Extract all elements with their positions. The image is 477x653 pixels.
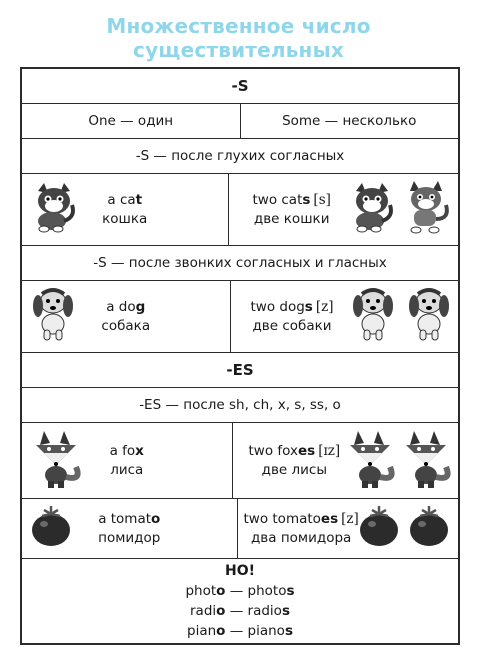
fox-singular: a fox — [109, 442, 144, 459]
cat-plural-ru: две кошки — [253, 210, 330, 227]
dog-singular: a dog — [106, 298, 146, 315]
cat-singular-cell — [22, 174, 228, 245]
tomato-icon — [358, 504, 400, 554]
cat-icon — [400, 179, 452, 241]
s-header-row — [22, 69, 458, 104]
rule-voiced: -S — после звонких согласных и гласных — [93, 254, 387, 271]
rule-voiceless-row — [22, 139, 458, 174]
dog-plural: two dogs [z] — [250, 298, 334, 315]
tomato-singular: a tomato — [98, 510, 161, 527]
dog-icon — [406, 286, 452, 348]
exception-item: photo — photos — [185, 583, 295, 599]
rule-es: -ES — после sh, ch, x, s, ss, o — [139, 396, 341, 413]
tomato-plural-cell — [237, 499, 459, 558]
some-label: Some — несколько — [240, 104, 459, 138]
rule-voiceless: -S — после глухих согласных — [135, 147, 345, 164]
dog-icon — [350, 286, 396, 348]
cat-icon — [348, 181, 396, 239]
dog-plural-ru: две собаки — [252, 317, 332, 334]
cat-singular-ru: кошка — [102, 210, 148, 227]
exception-item: radio — radios — [190, 603, 290, 619]
fox-singular-ru: лиса — [110, 461, 144, 478]
fox-plural-cell — [232, 423, 459, 498]
dog-icon — [30, 286, 76, 348]
tomato-plural-ru: два помидора — [250, 529, 352, 546]
fox-icon — [30, 427, 82, 495]
one-some-row — [22, 104, 458, 139]
rule-es-row — [22, 388, 458, 423]
exceptions-row — [22, 559, 458, 643]
dog-plural-cell — [230, 281, 459, 352]
fox-plural-ru: две лисы — [261, 461, 328, 478]
tomato-plural: two tomatoes [z] — [243, 510, 359, 527]
dog-singular-ru: собака — [101, 317, 151, 334]
exceptions-heading: НО! — [224, 563, 255, 579]
tomato-icon — [408, 504, 450, 554]
fox-icon — [400, 427, 452, 495]
tomato-row — [22, 499, 458, 559]
cat-row — [22, 174, 458, 246]
dog-singular-cell — [22, 281, 230, 352]
tomato-icon — [30, 504, 72, 554]
exceptions-block — [22, 559, 458, 643]
es-header: -ES — [226, 360, 254, 379]
dog-row — [22, 281, 458, 353]
tomato-singular-ru: помидор — [98, 529, 161, 546]
es-header-row — [22, 353, 458, 388]
s-header: -S — [231, 76, 249, 95]
cat-plural: two cats [s] — [252, 191, 331, 208]
fox-row — [22, 423, 458, 499]
fox-singular-cell — [22, 423, 232, 498]
tomato-singular-cell — [22, 499, 237, 558]
cat-plural-cell — [228, 174, 459, 245]
exception-item: piano — pianos — [187, 623, 293, 639]
cat-singular: a cat — [107, 191, 143, 208]
fox-icon — [344, 427, 396, 495]
cat-icon — [30, 181, 78, 239]
page-title: Множественное число существительных — [106, 14, 371, 62]
rule-voiced-row — [22, 246, 458, 281]
grammar-table — [20, 67, 460, 645]
one-label: One — один — [88, 112, 174, 129]
fox-plural: two foxes [ɪz] — [248, 442, 341, 459]
